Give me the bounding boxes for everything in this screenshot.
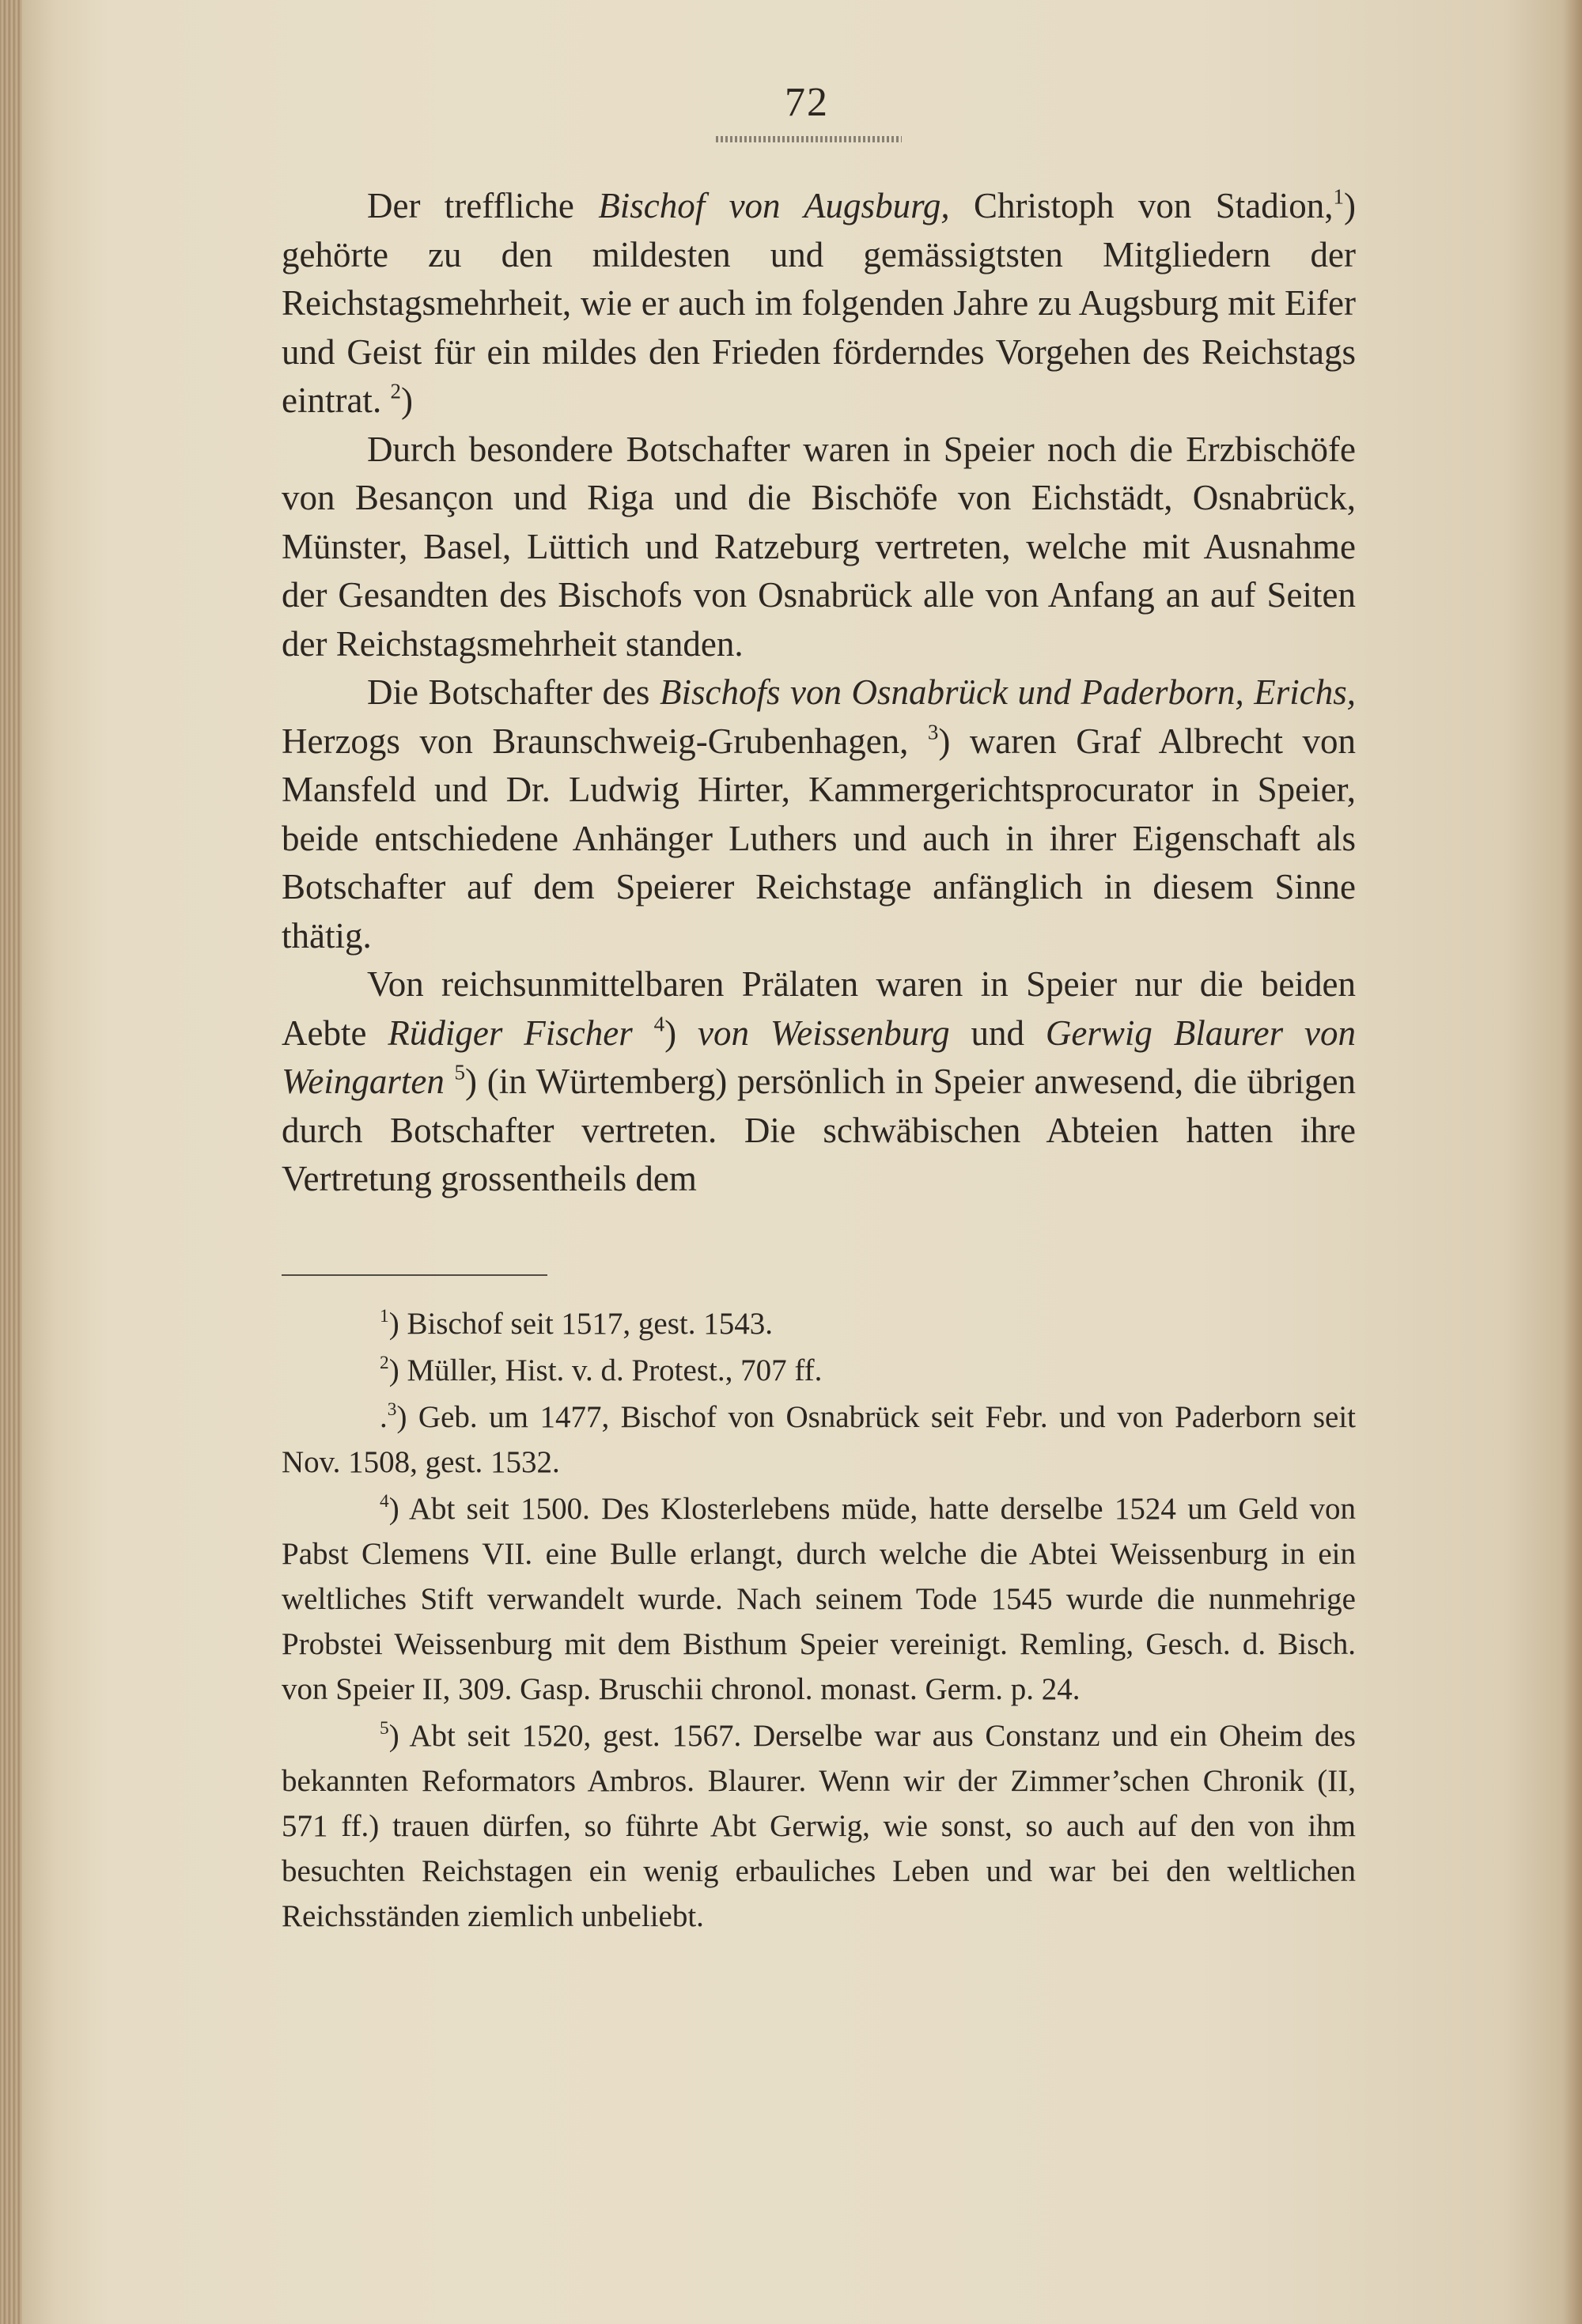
italic-run: Rüdiger Fischer <box>388 1012 633 1053</box>
text-run: Herzogs von Braunschweig-Grubenhagen, <box>282 721 928 761</box>
italic-run: Bischofs von Osnabrück und Paderborn, Erichs, <box>659 672 1357 712</box>
text-run: Die Botschafter des <box>367 672 660 712</box>
text-run: Christoph von Stadion, <box>949 186 1334 225</box>
footnote-marker: 1 <box>1333 184 1344 209</box>
footnote <box>282 1348 1356 1393</box>
main-text <box>282 182 1356 1204</box>
text-run: ) <box>400 380 413 420</box>
text-run: Durch besondere Botschafter waren in Speier noch die Erzbischöfe von Besançon und Riga und die Bischöfe von Eichstädt, Osnabrück, Münster, Basel, Lüttich und Ratzeburg vertreten, welche mit Ausnahme der Gesandten des Bischofs von Osnabrück alle von Anfang an auf Seiten der Reichstagsmehrheit standen. <box>282 429 1356 664</box>
text-run: ) Müller, Hist. v. d. Protest., 707 ff. <box>388 1353 823 1387</box>
text-run: ) Abt seit 1520, gest. 1567. Derselbe war aus Constanz und ein Oheim des bekannten Reformators Ambros. Blaurer. Wenn wir der Zimmer’schen Chronik (II, 571 ff.) trauen dürfen, so führte Abt Gerwig, wie sonst, so auch auf den von ihm besuchten Reichstagen ein wenig erbauliches Leben und war bei den weltlichen Reichsständen ziemlich unbeliebt. <box>282 1719 1356 1933</box>
page-number: 72 <box>785 80 829 125</box>
page-number-rule <box>716 136 902 142</box>
footnote-marker: 5 <box>380 1717 389 1739</box>
text-run <box>633 1013 654 1053</box>
text-run: ) waren Graf Albrecht von Mansfeld und Dr. Ludwig Hirter, Kammergerichtsprocurator in Speier, beide entschiedene Anhänger Luthers und auch in ihrer Eigenschaft als Botschafter auf dem Speierer Reichstage anfänglich in diesem Sinne thätig. <box>282 721 1356 956</box>
footnote-separator <box>282 1274 547 1276</box>
footnote <box>282 1395 1356 1485</box>
text-run: Von reichsunmittelbaren Prälaten waren in Speier nur die beiden Aebte <box>282 964 1356 1053</box>
text-run: ) Geb. um 1477, Bischof von Osnabrück seit Febr. und von Paderborn seit Nov. 1508, gest. 1532. <box>282 1400 1356 1479</box>
italic-run: Gerwig Blaurer von Weingarten <box>282 1012 1356 1101</box>
paragraph <box>282 182 1356 426</box>
text-run: ) (in Würtemberg) persönlich in Speier anwesend, die übrigen durch Botschafter vertreten. Die schwäbischen Abteien hatten ihre Vertretung grossentheils dem <box>282 1062 1356 1198</box>
text-run: ) gehörte zu den mildesten und gemässigtsten Mitgliedern der Reichstagsmehrheit, wie er auch im folgenden Jahre zu Augsburg mit Eifer und Geist für ein mildes den Frieden förderndes Vorgehen des Reichstags eintrat. <box>282 186 1356 420</box>
footnote-marker: 2 <box>390 379 401 403</box>
italic-run: von Weissenburg <box>698 1012 950 1053</box>
footnote-marker: 5 <box>454 1060 466 1084</box>
text-run: ) Bischof seit 1517, gest. 1543. <box>388 1307 773 1341</box>
text-run: ) Abt seit 1500. Des Klosterlebens müde, hatte derselbe 1524 um Geld von Pabst Clemens VII. eine Bulle erlangt, durch welche die Abtei Weissenburg in ein weltliches Stift verwandelt wurde. Nach seinem Tode 1545 wurde die nunmehrige Probstei Weissenburg mit dem Bisthum Speier vereinigt. Remling, Gesch. d. Bisch. von Speier II, 309. Gasp. Bruschii chronol. monast. Germ. p. 24. <box>282 1492 1356 1706</box>
footnote <box>282 1486 1356 1712</box>
text-run <box>445 1062 455 1101</box>
text-run: Der treffliche <box>367 186 599 225</box>
italic-run: Bischof von Augsburg, <box>598 186 950 225</box>
paragraph <box>282 960 1356 1204</box>
footnote-marker: 3 <box>927 719 939 744</box>
paragraph <box>282 426 1356 669</box>
footnote-marker: 2 <box>380 1352 389 1373</box>
paragraph <box>282 668 1356 960</box>
text-run: . <box>380 1400 388 1434</box>
footnote-marker: 3 <box>387 1399 397 1420</box>
text-run: ) <box>664 1012 698 1053</box>
footnote-marker: 4 <box>653 1011 665 1035</box>
footnotes <box>282 1301 1356 1940</box>
footnote <box>282 1713 1356 1939</box>
page-gutter-edge <box>0 0 22 2324</box>
text-run: und <box>949 1012 1046 1053</box>
footnote-marker: 4 <box>380 1490 389 1512</box>
footnote <box>282 1301 1356 1346</box>
footnote-marker: 1 <box>380 1305 389 1327</box>
